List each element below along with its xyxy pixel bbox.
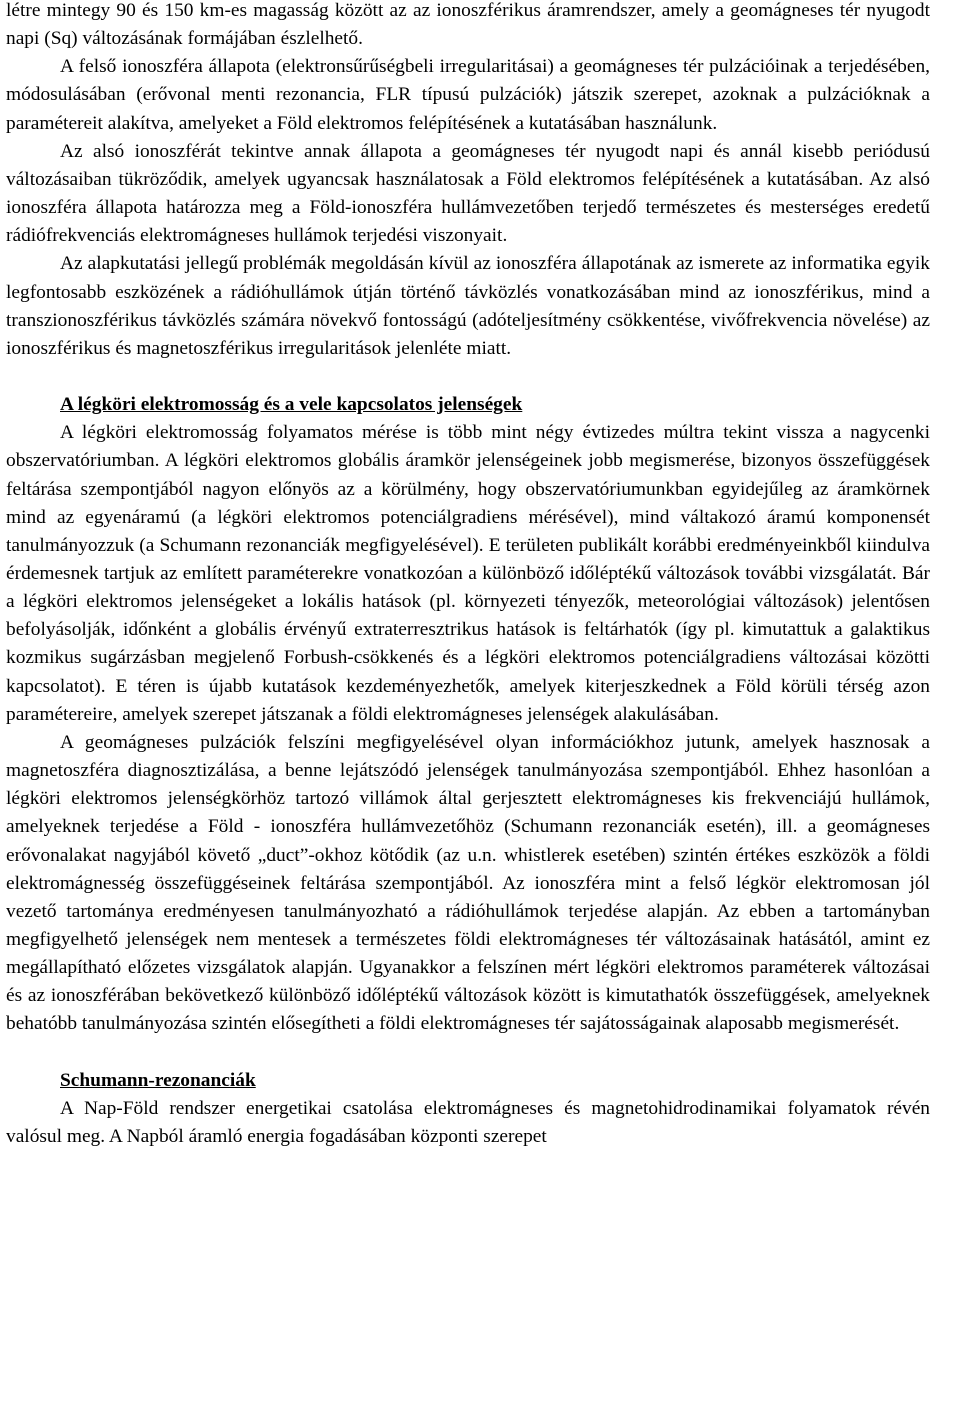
document-page: [6, 0, 930, 1151]
section-heading-atmospheric-electricity: A légköri elektromosság és a vele kapcsolatos jelenségek: [60, 394, 523, 416]
section-spacer: [6, 1039, 930, 1067]
section-heading-schumann: Schumann-rezonanciák: [60, 1069, 256, 1091]
paragraph-upper-ionosphere: A felső ionoszféra állapota (elektronsűrűségbeli irregularitásai) a geomágneses tér pulzációinak a terjedésében, módosulásában (erővonal menti rezonancia, FLR típusú pulzációk) játszik szerepet, azoknak a pulzációknak a paramétereit alakítva, amelyeket a Föld elektromos felépítésének a kutatásában használunk.: [6, 56, 930, 134]
paragraph-atmospheric-measurement: A légköri elektromosság folyamatos mérése is több mint négy évtizedes múltra tekint vissza a nagycenki obszervatóriumban. A légköri elektromos globális áramkör jelenségeinek jobb megismerése, bizonyos összefüggések feltárása szempontjából nagyon előnyös az a körülmény, hogy obszervatóriumunkban egyidejűleg az áramkörnek mind az egyenáramú (a légköri elektromos potenciálgradiens mérésével), mind váltakozó áramú komponensét tanulmányozzuk (a Schumann rezonanciák megfigyelésével). E területen publikált korábbi eredményeinkből kiindulva érdemesnek tartjuk az említett paraméterekre vonatkozóan a különböző időléptékű változások további vizsgálatát. Bár a légköri elektromos jelenségeket a lokális hatások (pl. környezeti tényezők, meteorológiai változások) jelentősen befolyásolják, időnként a globális érvényű extraterresztrikus hatások is feltárhatók (így pl. kimutattuk a galaktikus kozmikus sugárzásban megjelenő Forbush-csökkenés és a légköri elektromos potenciálgradiens változásai közötti kapcsolatot). E téren is újabb kutatások kezdeményezhetők, amelyek kiterjeszkednek a Föld körüli térség azon paramétereire, amelyek szerepet játszanak a földi elektromágneses jelenségek alakulásában.: [6, 422, 930, 725]
paragraph-sun-earth-coupling: A Nap-Föld rendszer energetikai csatolása elektromágneses és magnetohidrodinamikai folyamatok révén valósul meg. A Napból áramló energia fogadásában központi szerepet: [6, 1097, 930, 1147]
paragraph-lower-ionosphere: Az alsó ionoszférát tekintve annak állapota a geomágneses tér nyugodt napi és annál kisebb periódusú változásaiban tükröződik, amelyek ugyancsak használatosak a Föld elektromos felépítésének a kutatásában. Az alsó ionoszféra állapota határozza meg a Föld-ionoszféra hullámvezetőben terjedő természetes és mesterséges eredetű rádiófrekvenciás elektromágneses hullámok terjedési viszonyait.: [6, 140, 930, 247]
paragraph-geomagnetic-pulsations: A geomágneses pulzációk felszíni megfigyelésével olyan információkhoz jutunk, amelyek hasznosak a magnetoszféra diagnosztizálása, a benne lejátszódó jelenségek tanulmányozása szempontjából. Ehhez hasonlóan a légköri elektromos jelenségkörhöz tartozó villámok által gerjesztett elektromágneses kis frekvenciájú hullámok, amelyeknek terjedése a Föld - ionoszféra hullámvezetőhöz (Schumann rezonanciák esetén), ill. a geomágneses erővonalakat nagyjából követő „duct”-okhoz kötődik (az u.n. whistlerek esetében) szintén értékes eszközök a földi elektromágnesség összefüggéseinek feltárása szempontjából. Az ionoszféra mint a felső légkör elektromosan jól vezető tartománya eredményesen tanulmányozható a rádióhullámok terjedése alapján. Az ebben a tartományban megfigyelhető jelenségek nem mentesek a természetes földi elektromágneses tér változásainak hatásától, amint ez megállapítható előzetes vizsgálatok alapján. Ugyanakkor a felszínen mért légköri elektromos paraméterek változásai és az ionoszférában bekövetkező különböző időléptékű változások között is kimutathatók összefüggések, amelyeknek behatóbb tanulmányozása szintén elősegítheti a földi elektromágneses tér sajátosságainak alaposabb megismerését.: [6, 731, 930, 1035]
section-spacer: [6, 363, 930, 391]
paragraph-telecommunication: Az alapkutatási jellegű problémák megoldásán kívül az ionoszféra állapotának az ismerete az informatika egyik legfontosabb eszközének a rádióhullámok útján történő távközlés vonatkozásában mind az ionoszférikus, mind a transzionoszférikus távközlés számára növekvő fontosságú (adóteljesítmény csökkentése, vivőfrekvencia növelése) az ionoszférikus és magnetoszférikus irregularitások jelenléte miatt.: [6, 253, 930, 359]
paragraph-intro-continuation: létre mintegy 90 és 150 km-es magasság között az az ionoszférikus áramrendszer, amely a geomágneses tér nyugodt napi (Sq) változásának formájában észlelhető.: [6, 0, 930, 50]
